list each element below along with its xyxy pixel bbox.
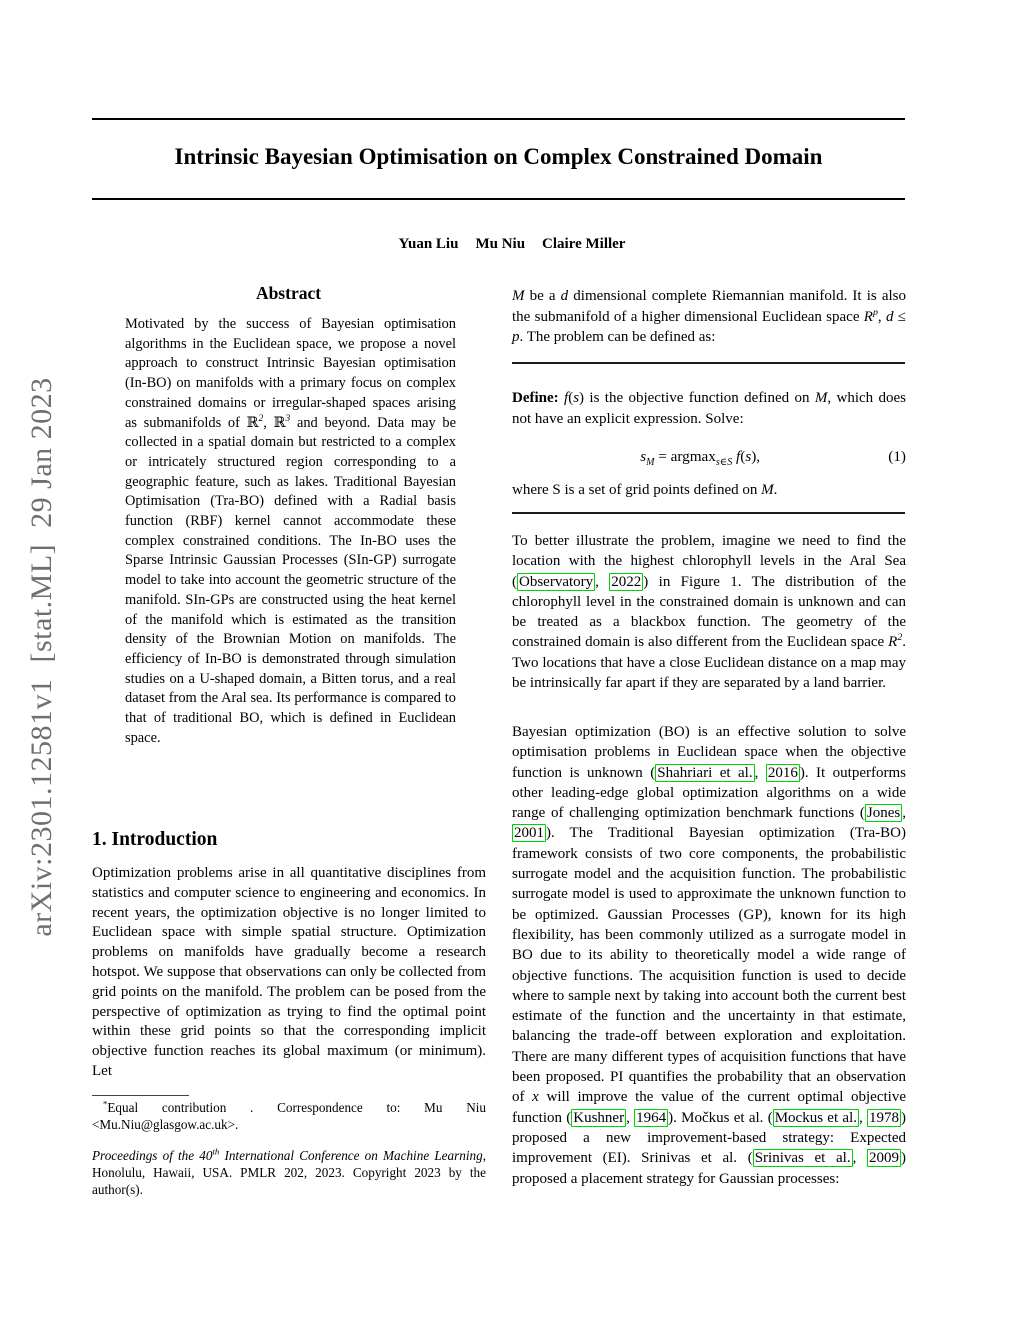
citation-link[interactable]: Shahriari et al. (657, 764, 753, 781)
text-segment: d (885, 308, 894, 325)
text-segment: , (902, 805, 906, 822)
text-segment: ≤ (893, 308, 907, 325)
footnote-equal-contribution (92, 1100, 486, 1133)
author-list (0, 236, 1024, 253)
text-segment: d (560, 288, 569, 304)
citation-link[interactable]: Kushner (573, 1109, 625, 1126)
text-segment: f (736, 448, 741, 465)
abstract-heading: Abstract (255, 283, 322, 303)
text-segment: s∈S (715, 457, 733, 469)
footnote-rule (92, 1095, 189, 1096)
equation (512, 448, 888, 469)
text-segment: ), (751, 448, 761, 465)
text-segment: ) is the objective function defined on (579, 390, 815, 406)
citation-link[interactable]: 1978 (869, 1109, 900, 1126)
text-segment: * (103, 1098, 108, 1109)
citation-link[interactable]: Jones (866, 805, 901, 822)
text-segment: p (512, 329, 520, 345)
text-segment: ). Močkus et al. ( (668, 1109, 773, 1126)
text-segment: , (852, 1150, 867, 1167)
define-paragraph (512, 388, 906, 430)
text-segment: s (745, 448, 752, 465)
citation-link[interactable]: 2001 (514, 825, 544, 842)
text-segment: . Two locations that have a close Euclidean distance on a map may be intrinsically far apart if they are separated by a land barrier. (512, 634, 906, 692)
text-segment: s (573, 390, 580, 406)
text-segment: Bayesian optimization (BO) is an effective solution to solve optimisation problems in Euclidean space when the objective function is unknown ( (512, 724, 906, 781)
text-segment: Motivated by the success of Bayesian optimisation algorithms in the Euclidean space, we propose a novel approach to construct Intrinsic Bayesian optimisation (In-BO) on manifolds with a primary focus on complex constrained domains or irregular-shaped spaces arising as submanifolds of (125, 316, 456, 431)
citation-link[interactable]: Mockus et al. (774, 1109, 857, 1126)
equation-number: (1) (888, 448, 906, 465)
text-segment: s (640, 448, 647, 465)
header-top-rule (92, 118, 905, 120)
text-segment: be a (524, 288, 561, 304)
text-segment: . (773, 482, 778, 498)
citation-link[interactable]: Srinivas et al. (754, 1150, 851, 1167)
text-segment: , (877, 308, 886, 325)
text-segment: , which does not have an explicit expression. Solve: (512, 390, 907, 427)
text-segment: 2 (897, 632, 903, 644)
citation-link[interactable]: Observatory (519, 573, 594, 590)
text-segment: , (263, 414, 274, 431)
text-segment: f (564, 390, 569, 406)
text-segment: , (595, 573, 610, 590)
text-segment: ℝ (246, 414, 259, 431)
text-segment: dimensional complete Riemannian manifold. It is also the submanifold of a higher dimensional Euclidean space (512, 288, 906, 325)
where-clause (512, 480, 906, 500)
text-segment: will improve the value of the current optimal objective function ( (512, 1089, 906, 1126)
author-name: Mu Niu (475, 236, 526, 252)
text-segment: R (888, 634, 898, 651)
author-name: Claire Miller (542, 236, 626, 252)
paper-title: Intrinsic Bayesian Optimisation on Complex Constrained Domain (174, 144, 823, 169)
text-segment: , Honolulu, Hawaii, USA. PMLR 202, 2023. Copyright 2023 by the author(s). (92, 1148, 486, 1197)
manifold-paragraph (512, 286, 906, 348)
text-segment: M (512, 288, 525, 304)
title-bottom-rule (92, 198, 905, 200)
illustrate-paragraph (512, 531, 906, 693)
text-segment: M (814, 390, 828, 406)
text-segment: 3 (285, 413, 291, 424)
citation-link[interactable]: 2009 (868, 1150, 899, 1167)
text-segment: p (872, 306, 878, 318)
text-segment: ). The Traditional Bayesian optimization (Tra-BO) framework consists of two core components, the probabilistic surrogate model and the acquisition function. The probabilistic surrogate model is used to approximate the unknown function to be optimized. Gaussian Processes (GP), known for its high flexibility, has been commonly utilized as a surrogate model in BO due to its ability to theoretically model a wide range of objective functions. The acquisition function is used to decide where to sample next by taking into account both the current best estimate of the function and the uncertainty in that estimate, balancing the trade-off between exploration and exploitation. There are many different types of acquisition functions that have been proposed. PI quantifies the probability that an observation of (512, 825, 906, 1106)
text-segment: Equal contribution . Correspondence to: Mu Niu <Mu.Niu@glasgow.ac.uk>. (92, 1100, 486, 1132)
text-segment: ) proposed a new improvement-based strategy: Expected improvement (EI). Srinivas et al. ( (512, 1109, 907, 1167)
text-segment: ) in Figure 1. The distribution of the chlorophyll level in the constrained domain is unknown and can be treated as a blackbox function. The geometry of the constrained domain is also different from the Euclidean space (512, 573, 906, 651)
text-segment: To better illustrate the problem, imagine we need to find the location with the highest chlorophyll levels in the Aral Sea ( (512, 533, 906, 590)
text-segment: . The problem can be defined as: (519, 329, 716, 345)
text-segment: Proceedings of the 40 (92, 1148, 213, 1163)
citation-link[interactable]: 2022 (611, 573, 642, 590)
introduction-heading: 1. Introduction (92, 829, 218, 850)
text-segment: ). It outperforms other leading-edge global optimization algorithms on a wide range of challenging optimization benchmark functions ( (512, 764, 907, 822)
text-segment: ℝ (273, 414, 286, 431)
citation-link[interactable]: 1964 (636, 1109, 667, 1126)
text-segment: M (646, 457, 655, 469)
text-segment: 2 (258, 413, 264, 424)
introduction-body (92, 864, 486, 1082)
text-segment: where S is a set of grid points defined on (512, 482, 762, 498)
bayesian-paragraph (512, 722, 906, 1189)
equation-row (512, 448, 906, 469)
text-segment: R (863, 308, 873, 325)
footnote-proceedings (92, 1148, 486, 1198)
text-segment: = argmax (654, 448, 716, 465)
citation-link[interactable]: 2016 (767, 764, 798, 781)
text-segment: , (859, 1109, 868, 1126)
text-segment: International Conference on Machine Learning (219, 1148, 483, 1163)
author-name: Yuan Liu (398, 236, 459, 252)
text-segment: , (626, 1109, 635, 1126)
abstract-body (125, 315, 456, 748)
text-segment: th (212, 1146, 220, 1157)
text-segment: , (754, 764, 766, 781)
define-rule-bottom (512, 512, 905, 514)
text-segment: Define: (512, 390, 559, 406)
define-rule-top (512, 362, 905, 364)
text-segment: ( (568, 390, 574, 406)
text-segment: ) proposed a placement strategy for Gaussian processes: (512, 1150, 906, 1187)
text-segment: Optimization problems arise in all quantitative disciplines from statistics and computer science to engineering and economics. In recent years, the optimization objective is no longer limited to Euclidean space with simple spatial structure. Optimization problems on manifolds have gradually become a research hotspot. We suppose that observations can only be collected from grid points on the manifold. The problem can be posed from the perspective of optimization as trying to find the optimal point within these grid points so that the corresponding implicit objective function reaches its global maximum (or minimum). Let (92, 865, 486, 1079)
text-segment: M (761, 482, 774, 498)
text-segment: and beyond. Data may be collected in a spatial domain but restricted to a complex or intricately structured region corresponding to a geographic feature, such as lakes. Traditional Bayesian Optimisation (Tra-BO) defined with a Radial basis function (RBF) kernel cannot accommodate these complex constrained conditions. The In-BO uses the Sparse Intrinsic Gaussian Processes (SIn-GP) surrogate model to take into account the geometric structure of the manifold. SIn-GPs are constructed using the heat kernel of the manifold which is estimated as the transition density of the Brownian Motion on manifolds. The efficiency of In-BO is demonstrated through simulation studies on a U-shaped domain, a Bitten torus, and a real dataset from the Aral sea. Its performance is compared to that of traditional BO, which is defined in Euclidean space. (125, 414, 456, 746)
arxiv-watermark: arXiv:2301.12581v1 [stat.ML] 29 Jan 2023 (25, 377, 58, 937)
text-segment: ( (740, 448, 746, 465)
text-segment: x (532, 1089, 539, 1106)
